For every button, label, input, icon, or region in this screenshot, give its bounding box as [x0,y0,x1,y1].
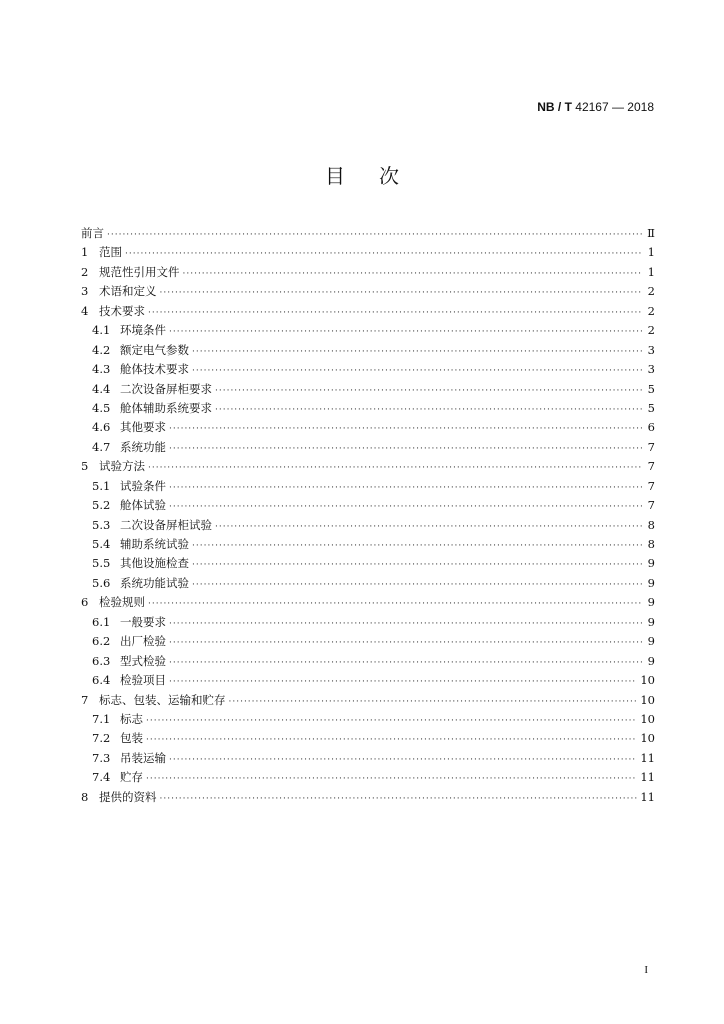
toc-entry-page: 1 [647,264,655,279]
toc-entry-title: 标志、包装、运输和贮存 [99,692,226,707]
toc-entry-page: 9 [647,653,655,668]
toc-entry-page: 7 [647,439,655,454]
toc-entry[interactable] [81,457,655,476]
toc-entry-title: 额定电气参数 [120,342,189,357]
toc-entry[interactable] [81,321,655,340]
toc-entry-number: 1 [81,245,89,260]
toc-entry-title: 舱体试验 [120,498,166,513]
toc-entry[interactable] [81,282,655,301]
toc-entry-page: 10 [640,731,655,746]
toc-entry-page: 11 [640,789,655,804]
toc-entry-number: 4.4 [92,381,111,396]
toc-leader-dots [125,245,642,264]
toc-leader-dots [229,693,638,712]
toc-entry-page: 9 [647,556,655,571]
toc-entry-number: 7.3 [92,750,111,765]
toc-entry-title: 提供的资料 [99,789,157,804]
toc-entry-number: 4.1 [92,323,111,338]
standard-code: 42167 — 2018 [575,100,654,114]
toc-entry[interactable] [81,729,655,748]
toc-entry[interactable] [81,788,655,807]
toc-leader-dots [148,304,642,323]
toc-entry[interactable] [81,243,655,262]
toc-entry[interactable] [81,477,655,496]
toc-entry-title: 吊装运输 [120,750,166,765]
toc-entry[interactable] [81,554,655,573]
toc-leader-dots [146,731,637,750]
toc-entry-number: 6 [81,595,89,610]
toc-entry-title: 型式检验 [120,653,166,668]
toc-leader-dots [169,751,637,770]
toc-entry[interactable] [81,691,655,710]
toc-entry-number: 4.5 [92,400,111,415]
toc-entry-page: 3 [647,342,655,357]
toc-leader-dots [160,284,643,303]
toc-leader-dots [192,556,642,575]
toc-leader-dots [107,226,642,245]
toc-entry[interactable] [81,418,655,437]
toc-entry-number: 6.3 [92,653,111,668]
toc-entry[interactable] [81,302,655,321]
toc-entry-page: 2 [647,284,655,299]
toc-leader-dots [148,459,642,478]
toc-entry-number: 5.6 [92,575,111,590]
toc-entry[interactable] [81,263,655,282]
page-title: 目次 [325,164,433,188]
toc-entry-title: 系统功能 [120,439,166,454]
toc-entry-title: 系统功能试验 [120,575,189,590]
toc-entry[interactable] [81,749,655,768]
toc-entry-title: 环境条件 [120,323,166,338]
toc-entry[interactable] [81,632,655,651]
toc-leader-dots [169,323,642,342]
toc-entry-page: 11 [640,750,655,765]
toc-entry[interactable] [81,593,655,612]
toc-leader-dots [169,420,642,439]
toc-entry[interactable] [81,613,655,632]
toc-entry-title: 其他设施检查 [120,556,189,571]
toc-entry[interactable] [81,341,655,360]
toc-entry-page: 8 [647,517,655,532]
toc-entry-title: 其他要求 [120,420,166,435]
standard-number [537,100,654,114]
toc-leader-dots [215,401,642,420]
toc-entry-page: 2 [647,323,655,338]
toc-leader-dots [169,479,642,498]
toc-entry-page: 9 [647,634,655,649]
toc-entry-number: 4.2 [92,342,111,357]
toc-entry[interactable] [81,671,655,690]
toc-entry[interactable] [81,438,655,457]
toc-entry-title: 包装 [120,731,143,746]
toc-entry-number: 5.2 [92,498,111,513]
toc-entry-number: 7.1 [92,711,111,726]
toc-entry[interactable] [81,380,655,399]
toc-leader-dots [160,790,638,809]
toc-entry-title: 技术要求 [99,303,145,318]
toc-entry-title: 范围 [99,245,122,260]
toc-leader-dots [192,362,642,381]
toc-entry[interactable] [81,360,655,379]
toc-entry-title: 一般要求 [120,614,166,629]
toc-entry-number: 5 [81,459,89,474]
toc-entry-page: 2 [647,303,655,318]
toc-leader-dots [192,576,642,595]
toc-entry-title: 二次设备屏柜试验 [120,517,212,532]
toc-leader-dots [169,440,642,459]
toc-leader-dots [169,615,642,634]
toc-entry-number: 4.6 [92,420,111,435]
toc-entry-number: 5.4 [92,537,111,551]
toc-entry-number: 4.3 [92,362,111,377]
toc-entry-title: 舱体技术要求 [120,362,189,377]
toc-entry-title: 舱体辅助系统要求 [120,400,212,415]
toc-entry-page: 8 [647,537,655,551]
toc-entry-title: 出厂检验 [120,634,166,649]
toc-entry-page: 6 [647,420,655,435]
toc-leader-dots [215,518,642,537]
toc-entry-page: 10 [640,692,655,707]
toc-entry-number: 5.1 [92,478,111,493]
toc-entry[interactable] [81,535,655,554]
toc-entry-number: 3 [81,284,89,299]
toc-entry-number: 5.3 [92,517,111,532]
toc-entry-page: 10 [640,711,655,726]
toc-entry-page: 7 [647,478,655,493]
toc-entry[interactable] [81,768,655,787]
toc-entry-title: 标志 [120,711,143,726]
toc-entry-page: 1 [647,245,655,260]
toc-entry-page: 9 [647,575,655,590]
toc-entry-page: 11 [640,770,655,785]
toc-entry-title: 试验方法 [99,459,145,474]
toc-entry-number: 8 [81,789,89,804]
toc-leader-dots [169,498,642,517]
toc-entry[interactable] [81,574,655,593]
standard-prefix: NB / T [537,100,572,114]
toc-leader-dots [169,654,642,673]
toc-entry[interactable] [81,399,655,418]
toc-entry-page: 9 [647,614,655,629]
toc-entry-title: 二次设备屏柜要求 [120,381,212,396]
toc-entry-title: 检验规则 [99,595,145,610]
toc-entry-title: 前言 [81,226,104,240]
toc-entry-title: 术语和定义 [99,284,157,299]
toc-entry[interactable] [81,652,655,671]
page-number: I [644,964,648,976]
toc-leader-dots [183,265,643,284]
toc-entry-page: 7 [647,498,655,513]
toc-entry-title: 贮存 [120,770,143,785]
toc-entry-number: 7.4 [92,770,111,785]
toc-entry-page: Ⅱ [647,226,655,240]
toc-entry-page: 9 [647,595,655,610]
toc-entry-page: 5 [647,400,655,415]
toc-leader-dots [169,634,642,653]
toc-entry-number: 7 [81,692,89,707]
toc-leader-dots [192,343,642,362]
toc-entry-page: 10 [640,673,655,688]
toc-leader-dots [169,673,637,692]
toc-entry[interactable] [81,516,655,535]
toc-entry-number: 6.1 [92,614,111,629]
toc-entry[interactable] [81,224,655,243]
toc-entry-title: 辅助系统试验 [120,537,189,551]
toc-entry-number: 7.2 [92,731,111,746]
toc-entry[interactable] [81,710,655,729]
toc-leader-dots [192,537,642,556]
toc-entry-title: 规范性引用文件 [99,264,180,279]
toc-entry-number: 2 [81,264,89,279]
table-of-contents [81,224,655,807]
toc-leader-dots [215,382,642,401]
toc-leader-dots [146,712,637,731]
toc-entry-number: 6.2 [92,634,111,649]
toc-leader-dots [148,595,642,614]
toc-entry-number: 6.4 [92,673,111,688]
toc-entry-number: 5.5 [92,556,111,571]
toc-entry-title: 试验条件 [120,478,166,493]
toc-entry-title: 检验项目 [120,673,166,688]
toc-entry-page: 7 [647,459,655,474]
toc-leader-dots [146,770,637,789]
toc-entry[interactable] [81,496,655,515]
toc-entry-page: 5 [647,381,655,396]
toc-entry-number: 4.7 [92,439,111,454]
toc-entry-page: 3 [647,362,655,377]
toc-entry-number: 4 [81,303,89,318]
